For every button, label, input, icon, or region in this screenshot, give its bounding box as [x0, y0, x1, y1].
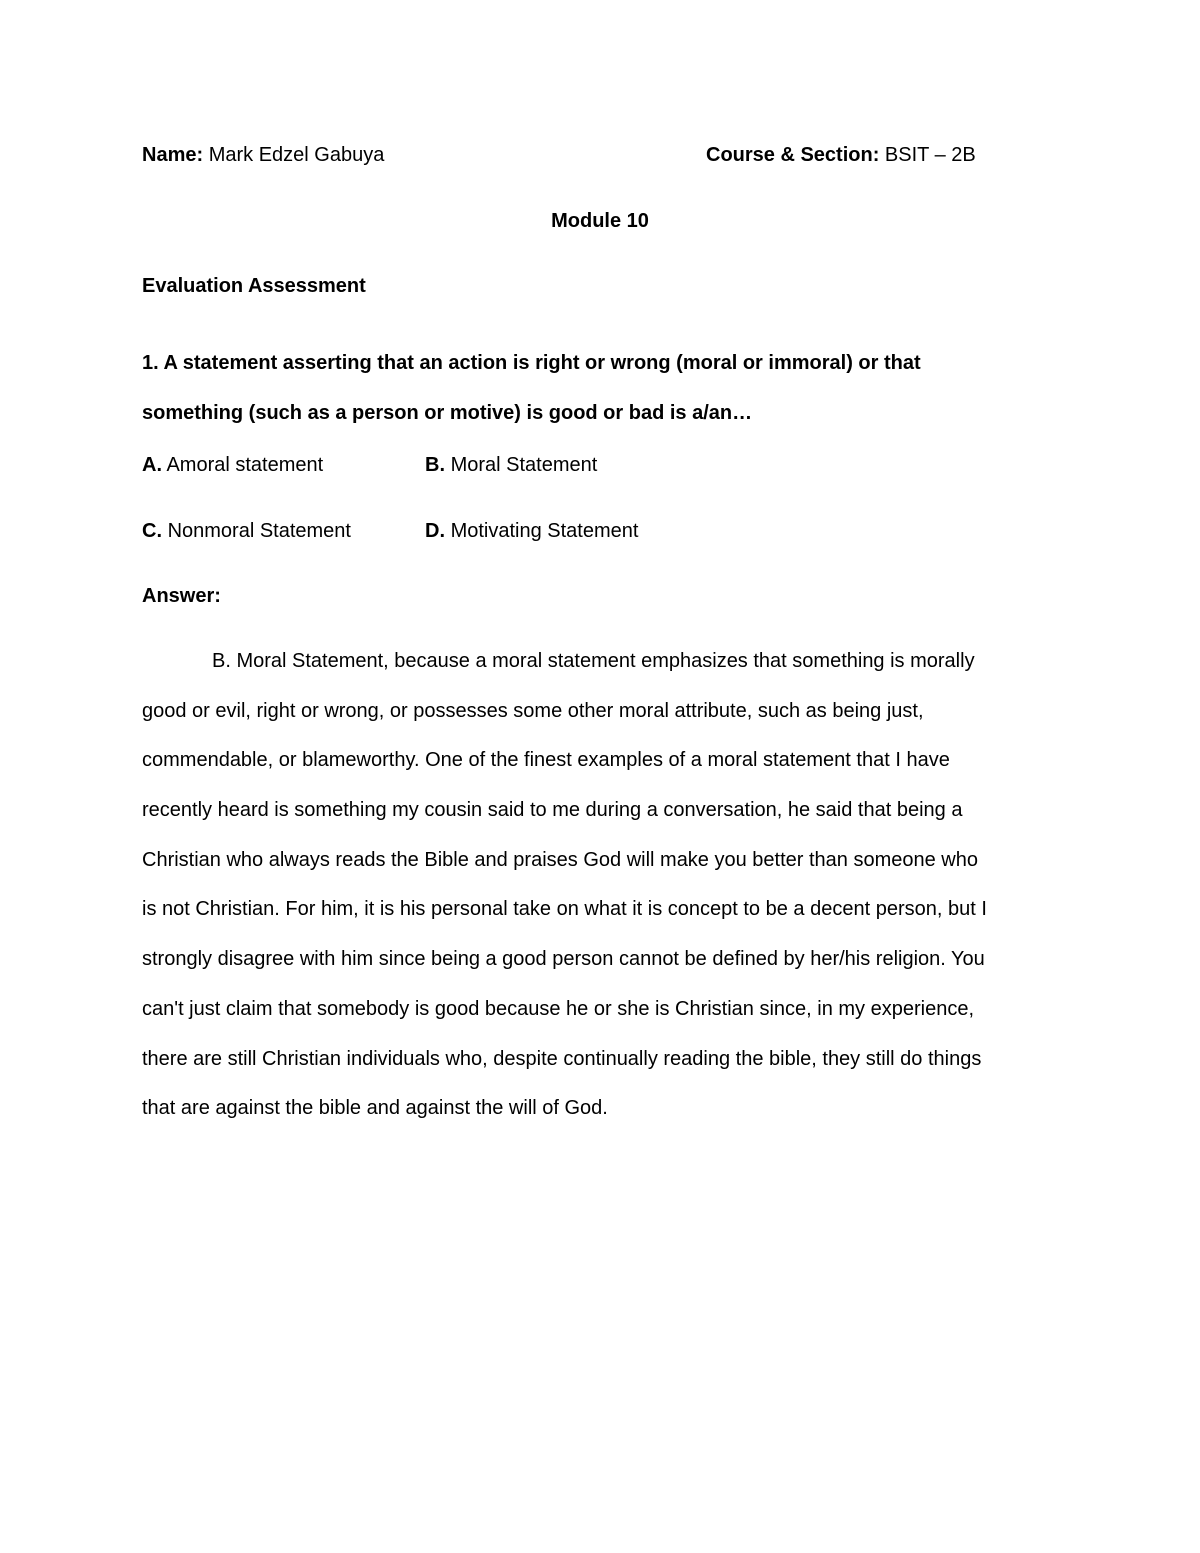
choice-letter: A. — [142, 454, 162, 476]
course-section — [706, 143, 976, 167]
answer-line: recently heard is something my cousin said to me during a conversation, he said that being a — [142, 799, 963, 822]
section-heading: Evaluation Assessment — [142, 275, 366, 297]
answer-line: there are still Christian individuals who, despite continually reading the bible, they still do things — [142, 1047, 982, 1070]
name-label: Name: — [142, 144, 204, 166]
question — [142, 339, 1042, 438]
answer-line: that are against the bible and against the will of God. — [142, 1097, 608, 1120]
module-title: Module 10 — [551, 210, 649, 232]
choice-a — [142, 453, 323, 477]
answer-label: Answer: — [142, 585, 221, 607]
name-value: Mark Edzel Gabuya — [208, 144, 385, 166]
choice-letter: B. — [425, 454, 445, 476]
question-line: something (such as a person or motive) is good or bad is a/an… — [142, 401, 753, 424]
choice-letter: D. — [425, 520, 445, 542]
choice-text: Motivating Statement — [450, 520, 639, 542]
choice-text: Moral Statement — [450, 454, 598, 476]
answer-line: commendable, or blameworthy. One of the finest examples of a moral statement that I have — [142, 749, 950, 772]
course-value: BSIT – 2B — [884, 144, 976, 166]
question-line: 1. A statement asserting that an action is right or wrong (moral or immoral) or that — [142, 352, 921, 374]
answer-line: good or evil, right or wrong, or possesses some other moral attribute, such as being just, — [142, 699, 924, 722]
choice-text: Amoral statement — [166, 454, 324, 476]
answer-line: is not Christian. For him, it is his personal take on what it is concept to be a decent person, but I — [142, 898, 987, 921]
choice-d — [425, 519, 638, 543]
answer-line: strongly disagree with him since being a good person cannot be defined by her/his religion. You — [142, 948, 985, 971]
student-name — [142, 143, 384, 167]
choice-letter: C. — [142, 520, 162, 542]
answer-line: Christian who always reads the Bible and praises God will make you better than someone who — [142, 848, 978, 871]
answer-line: B. Moral Statement, because a moral statement emphasizes that something is morally — [212, 650, 975, 672]
choice-text: Nonmoral Statement — [167, 520, 351, 542]
choice-b — [425, 453, 597, 477]
course-label: Course & Section: — [706, 144, 880, 166]
answer-paragraph — [142, 649, 1062, 1146]
choice-c — [142, 519, 351, 543]
answer-line: can't just claim that somebody is good because he or she is Christian since, in my experience, — [142, 997, 975, 1020]
